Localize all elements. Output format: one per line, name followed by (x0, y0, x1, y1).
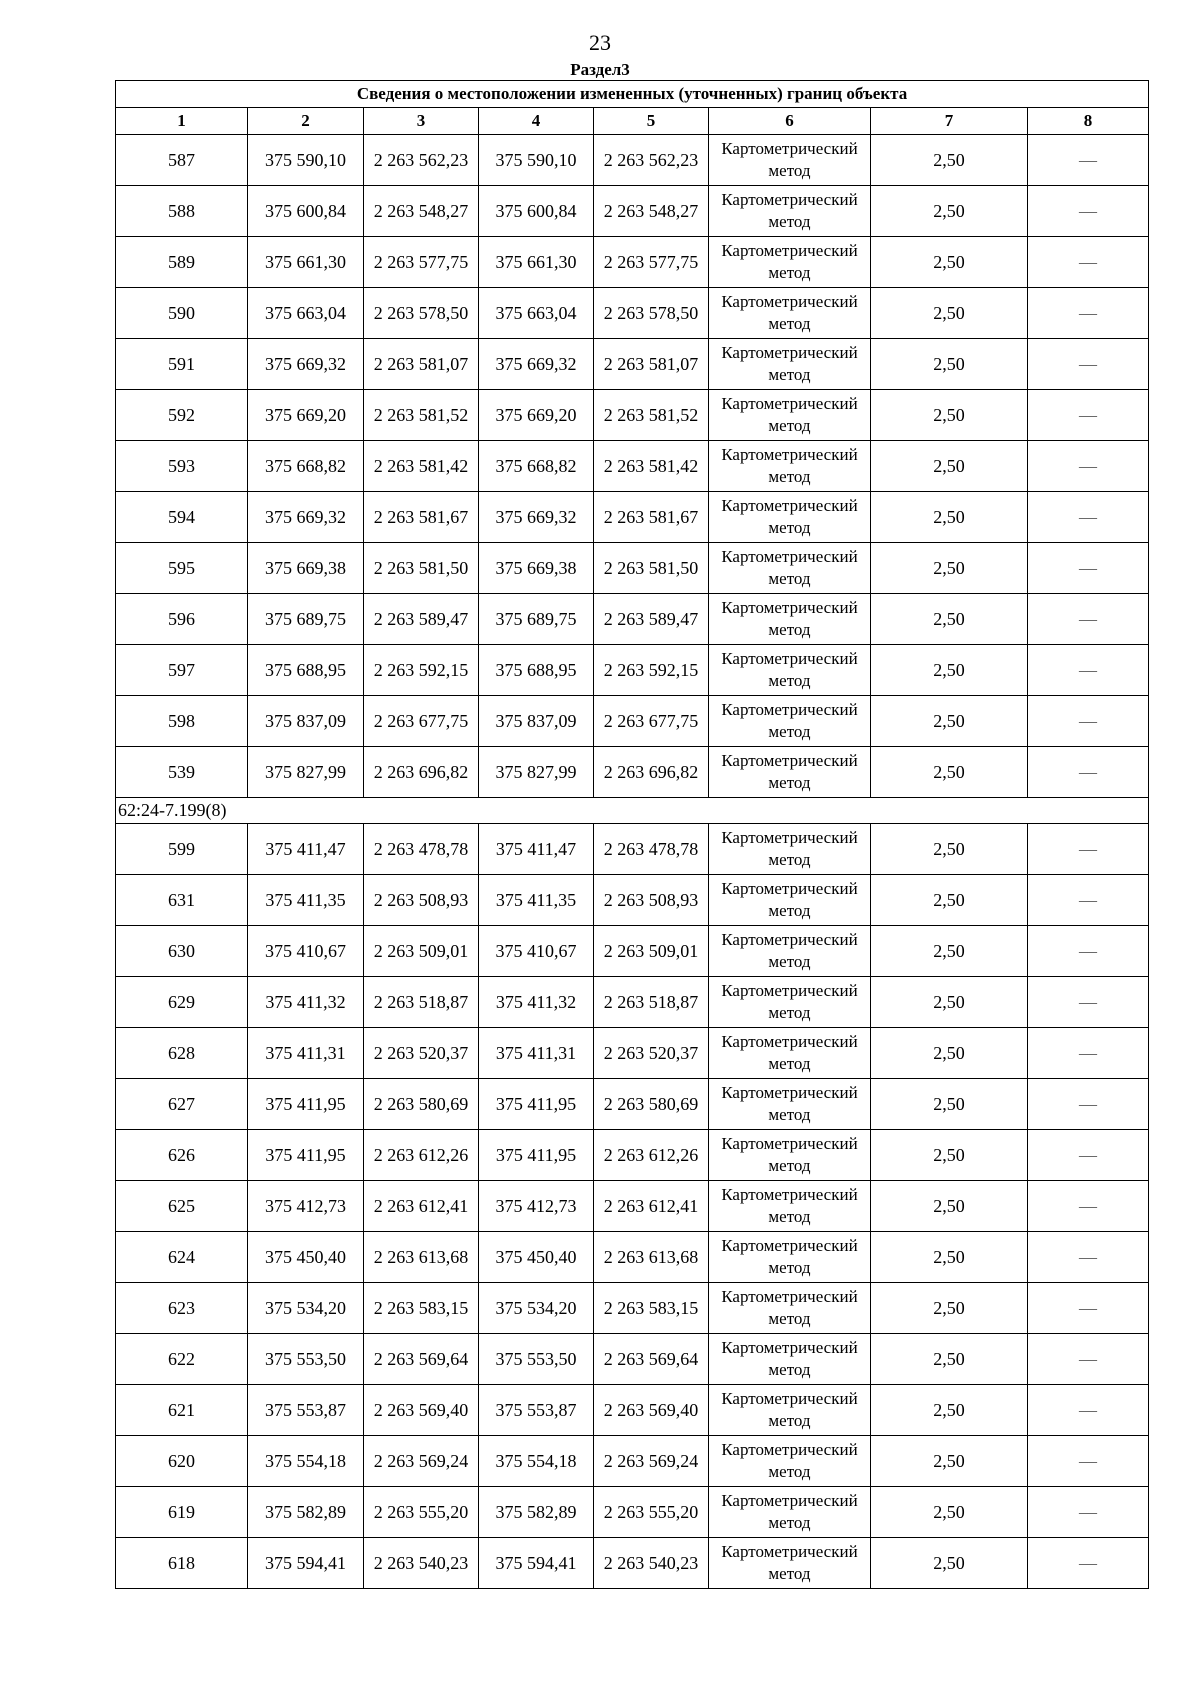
cell-precision: 2,50 (871, 135, 1028, 186)
cell-x-existing: 375 411,95 (248, 1130, 364, 1181)
cell-x-new: 375 582,89 (479, 1487, 594, 1538)
cell-y-new: 2 263 569,40 (594, 1385, 709, 1436)
table-row (116, 135, 1149, 186)
cell-point-number: 596 (116, 594, 248, 645)
cell-x-existing: 375 411,35 (248, 875, 364, 926)
cell-description: — (1028, 339, 1149, 390)
table-row (116, 645, 1149, 696)
cell-y-new: 2 263 677,75 (594, 696, 709, 747)
cell-method: Картометрический метод (709, 696, 871, 747)
cell-precision: 2,50 (871, 1181, 1028, 1232)
cell-precision: 2,50 (871, 1334, 1028, 1385)
cell-precision: 2,50 (871, 1130, 1028, 1181)
cell-y-existing: 2 263 580,69 (364, 1079, 479, 1130)
cell-x-new: 375 450,40 (479, 1232, 594, 1283)
cell-description: — (1028, 926, 1149, 977)
cell-x-existing: 375 554,18 (248, 1436, 364, 1487)
cell-description: — (1028, 1436, 1149, 1487)
cell-description: — (1028, 1487, 1149, 1538)
cell-precision: 2,50 (871, 696, 1028, 747)
column-number-8: 8 (1028, 108, 1149, 135)
cell-x-existing: 375 689,75 (248, 594, 364, 645)
cell-y-existing: 2 263 589,47 (364, 594, 479, 645)
cell-y-existing: 2 263 577,75 (364, 237, 479, 288)
cell-x-new: 375 411,95 (479, 1079, 594, 1130)
cell-point-number: 626 (116, 1130, 248, 1181)
cell-method: Картометрический метод (709, 543, 871, 594)
cell-x-new: 375 410,67 (479, 926, 594, 977)
cell-y-new: 2 263 580,69 (594, 1079, 709, 1130)
cell-y-existing: 2 263 578,50 (364, 288, 479, 339)
cell-x-new: 375 534,20 (479, 1283, 594, 1334)
cell-precision: 2,50 (871, 543, 1028, 594)
cell-x-new: 375 554,18 (479, 1436, 594, 1487)
cell-point-number: 622 (116, 1334, 248, 1385)
page-number: 23 (589, 30, 611, 55)
cell-x-new: 375 669,20 (479, 390, 594, 441)
cell-y-existing: 2 263 478,78 (364, 824, 479, 875)
cell-x-new: 375 688,95 (479, 645, 594, 696)
cell-description: — (1028, 186, 1149, 237)
cell-method: Картометрический метод (709, 1079, 871, 1130)
cell-point-number: 593 (116, 441, 248, 492)
table-row (116, 441, 1149, 492)
cell-point-number: 625 (116, 1181, 248, 1232)
cell-description: — (1028, 1232, 1149, 1283)
cell-x-existing: 375 450,40 (248, 1232, 364, 1283)
column-number-7: 7 (871, 108, 1028, 135)
table-row (116, 1079, 1149, 1130)
cell-x-new: 375 600,84 (479, 186, 594, 237)
column-number-2: 2 (248, 108, 364, 135)
cell-x-existing: 375 669,38 (248, 543, 364, 594)
cell-x-new: 375 411,31 (479, 1028, 594, 1079)
column-number-3: 3 (364, 108, 479, 135)
table-row (116, 1538, 1149, 1589)
cell-description: — (1028, 696, 1149, 747)
cell-x-new: 375 668,82 (479, 441, 594, 492)
cell-description: — (1028, 1079, 1149, 1130)
cell-x-existing: 375 663,04 (248, 288, 364, 339)
table-row (116, 747, 1149, 798)
cell-y-existing: 2 263 612,26 (364, 1130, 479, 1181)
cell-point-number: 628 (116, 1028, 248, 1079)
cell-description: — (1028, 390, 1149, 441)
cell-point-number: 595 (116, 543, 248, 594)
cell-x-existing: 375 553,50 (248, 1334, 364, 1385)
table-row (116, 926, 1149, 977)
cell-precision: 2,50 (871, 824, 1028, 875)
cell-method: Картометрический метод (709, 1283, 871, 1334)
cell-method: Картометрический метод (709, 875, 871, 926)
cell-method: Картометрический метод (709, 1487, 871, 1538)
cell-y-existing: 2 263 696,82 (364, 747, 479, 798)
cell-x-new: 375 411,95 (479, 1130, 594, 1181)
cell-y-existing: 2 263 569,24 (364, 1436, 479, 1487)
cell-x-new: 375 411,32 (479, 977, 594, 1028)
cell-description: — (1028, 237, 1149, 288)
cell-x-existing: 375 688,95 (248, 645, 364, 696)
cell-x-new: 375 412,73 (479, 1181, 594, 1232)
table-row (116, 1487, 1149, 1538)
parcel-group-row (116, 798, 1149, 824)
cell-method: Картометрический метод (709, 1028, 871, 1079)
cell-precision: 2,50 (871, 1079, 1028, 1130)
cell-y-existing: 2 263 555,20 (364, 1487, 479, 1538)
table-row (116, 492, 1149, 543)
cell-x-new: 375 669,32 (479, 339, 594, 390)
cell-method: Картометрический метод (709, 977, 871, 1028)
cell-y-new: 2 263 581,07 (594, 339, 709, 390)
table-row (116, 543, 1149, 594)
table-row (116, 186, 1149, 237)
cell-point-number: 618 (116, 1538, 248, 1589)
cell-y-new: 2 263 612,41 (594, 1181, 709, 1232)
cell-point-number: 624 (116, 1232, 248, 1283)
table-row (116, 1130, 1149, 1181)
cell-precision: 2,50 (871, 1283, 1028, 1334)
table-row (116, 594, 1149, 645)
cell-y-existing: 2 263 520,37 (364, 1028, 479, 1079)
cell-y-new: 2 263 592,15 (594, 645, 709, 696)
cell-point-number: 630 (116, 926, 248, 977)
cell-point-number: 621 (116, 1385, 248, 1436)
cell-point-number: 597 (116, 645, 248, 696)
cell-y-existing: 2 263 508,93 (364, 875, 479, 926)
cell-y-existing: 2 263 581,52 (364, 390, 479, 441)
cell-y-existing: 2 263 592,15 (364, 645, 479, 696)
cell-x-new: 375 663,04 (479, 288, 594, 339)
section-title: Раздел3 (570, 60, 630, 79)
cell-description: — (1028, 1130, 1149, 1181)
cell-x-existing: 375 411,47 (248, 824, 364, 875)
cell-y-new: 2 263 520,37 (594, 1028, 709, 1079)
cell-x-existing: 375 590,10 (248, 135, 364, 186)
cell-y-existing: 2 263 509,01 (364, 926, 479, 977)
cell-method: Картометрический метод (709, 186, 871, 237)
table-row (116, 824, 1149, 875)
cell-point-number: 627 (116, 1079, 248, 1130)
cell-method: Картометрический метод (709, 441, 871, 492)
cell-description: — (1028, 747, 1149, 798)
cell-description: — (1028, 288, 1149, 339)
cell-method: Картометрический метод (709, 339, 871, 390)
cell-x-existing: 375 534,20 (248, 1283, 364, 1334)
cell-y-new: 2 263 569,64 (594, 1334, 709, 1385)
cell-method: Картометрический метод (709, 594, 871, 645)
cell-y-new: 2 263 540,23 (594, 1538, 709, 1589)
cell-y-new: 2 263 581,52 (594, 390, 709, 441)
cell-point-number: 623 (116, 1283, 248, 1334)
cell-y-new: 2 263 581,42 (594, 441, 709, 492)
cell-method: Картометрический метод (709, 1436, 871, 1487)
cell-y-existing: 2 263 612,41 (364, 1181, 479, 1232)
cell-y-new: 2 263 581,50 (594, 543, 709, 594)
cell-x-existing: 375 600,84 (248, 186, 364, 237)
cell-x-existing: 375 669,32 (248, 339, 364, 390)
column-number-4: 4 (479, 108, 594, 135)
table-row (116, 1181, 1149, 1232)
cell-point-number: 594 (116, 492, 248, 543)
cell-precision: 2,50 (871, 875, 1028, 926)
cell-description: — (1028, 135, 1149, 186)
cell-precision: 2,50 (871, 492, 1028, 543)
cell-description: — (1028, 594, 1149, 645)
cell-method: Картометрический метод (709, 492, 871, 543)
cell-point-number: 619 (116, 1487, 248, 1538)
cell-x-new: 375 590,10 (479, 135, 594, 186)
cell-description: — (1028, 1334, 1149, 1385)
cell-precision: 2,50 (871, 339, 1028, 390)
cell-x-new: 375 594,41 (479, 1538, 594, 1589)
cell-x-existing: 375 837,09 (248, 696, 364, 747)
table-row (116, 1385, 1149, 1436)
cell-point-number: 587 (116, 135, 248, 186)
cell-method: Картометрический метод (709, 1538, 871, 1589)
cell-x-existing: 375 553,87 (248, 1385, 364, 1436)
cell-precision: 2,50 (871, 1232, 1028, 1283)
cell-y-new: 2 263 518,87 (594, 977, 709, 1028)
cell-y-existing: 2 263 562,23 (364, 135, 479, 186)
cell-description: — (1028, 1283, 1149, 1334)
cell-y-new: 2 263 508,93 (594, 875, 709, 926)
table-row (116, 1436, 1149, 1487)
cell-x-new: 375 411,47 (479, 824, 594, 875)
cell-description: — (1028, 492, 1149, 543)
cell-y-new: 2 263 581,67 (594, 492, 709, 543)
cell-description: — (1028, 1385, 1149, 1436)
cell-description: — (1028, 543, 1149, 594)
table-row (116, 339, 1149, 390)
cell-y-new: 2 263 578,50 (594, 288, 709, 339)
cell-point-number: 620 (116, 1436, 248, 1487)
cell-y-new: 2 263 577,75 (594, 237, 709, 288)
cell-y-existing: 2 263 581,07 (364, 339, 479, 390)
cell-precision: 2,50 (871, 977, 1028, 1028)
table-row (116, 696, 1149, 747)
cell-description: — (1028, 441, 1149, 492)
table-caption: Сведения о местоположении измененных (уточненных) границ объекта (116, 81, 1149, 108)
parcel-group-label: 62:24-7.199(8) (116, 798, 1149, 824)
cell-method: Картометрический метод (709, 1130, 871, 1181)
table-row (116, 1232, 1149, 1283)
cell-method: Картометрический метод (709, 288, 871, 339)
cell-x-new: 375 669,38 (479, 543, 594, 594)
cell-x-existing: 375 594,41 (248, 1538, 364, 1589)
cell-method: Картометрический метод (709, 1181, 871, 1232)
cell-x-new: 375 661,30 (479, 237, 594, 288)
cell-y-new: 2 263 583,15 (594, 1283, 709, 1334)
cell-precision: 2,50 (871, 594, 1028, 645)
cell-method: Картометрический метод (709, 135, 871, 186)
cell-x-existing: 375 411,95 (248, 1079, 364, 1130)
cell-y-existing: 2 263 548,27 (364, 186, 479, 237)
cell-point-number: 591 (116, 339, 248, 390)
cell-precision: 2,50 (871, 1538, 1028, 1589)
table-row (116, 977, 1149, 1028)
cell-x-existing: 375 410,67 (248, 926, 364, 977)
cell-x-existing: 375 668,82 (248, 441, 364, 492)
cell-method: Картометрический метод (709, 926, 871, 977)
cell-precision: 2,50 (871, 441, 1028, 492)
cell-point-number: 588 (116, 186, 248, 237)
cell-precision: 2,50 (871, 237, 1028, 288)
cell-x-new: 375 411,35 (479, 875, 594, 926)
cell-y-new: 2 263 569,24 (594, 1436, 709, 1487)
cell-method: Картометрический метод (709, 824, 871, 875)
cell-y-new: 2 263 613,68 (594, 1232, 709, 1283)
table-row (116, 1283, 1149, 1334)
cell-x-existing: 375 411,31 (248, 1028, 364, 1079)
cell-method: Картометрический метод (709, 1232, 871, 1283)
cell-y-existing: 2 263 569,40 (364, 1385, 479, 1436)
cell-x-new: 375 669,32 (479, 492, 594, 543)
cell-y-existing: 2 263 569,64 (364, 1334, 479, 1385)
table-row (116, 875, 1149, 926)
cell-precision: 2,50 (871, 1487, 1028, 1538)
cell-point-number: 590 (116, 288, 248, 339)
cell-precision: 2,50 (871, 186, 1028, 237)
cell-description: — (1028, 1028, 1149, 1079)
cell-point-number: 539 (116, 747, 248, 798)
cell-y-existing: 2 263 581,50 (364, 543, 479, 594)
cell-x-existing: 375 661,30 (248, 237, 364, 288)
boundary-coordinates-table (115, 80, 1149, 1589)
cell-x-existing: 375 582,89 (248, 1487, 364, 1538)
cell-y-existing: 2 263 581,42 (364, 441, 479, 492)
cell-y-new: 2 263 548,27 (594, 186, 709, 237)
cell-y-new: 2 263 509,01 (594, 926, 709, 977)
cell-point-number: 629 (116, 977, 248, 1028)
cell-x-new: 375 827,99 (479, 747, 594, 798)
cell-point-number: 589 (116, 237, 248, 288)
cell-method: Картометрический метод (709, 1334, 871, 1385)
cell-description: — (1028, 875, 1149, 926)
column-number-5: 5 (594, 108, 709, 135)
cell-precision: 2,50 (871, 645, 1028, 696)
cell-method: Картометрический метод (709, 747, 871, 798)
cell-precision: 2,50 (871, 926, 1028, 977)
cell-method: Картометрический метод (709, 1385, 871, 1436)
cell-x-new: 375 689,75 (479, 594, 594, 645)
cell-y-existing: 2 263 581,67 (364, 492, 479, 543)
cell-point-number: 598 (116, 696, 248, 747)
cell-precision: 2,50 (871, 288, 1028, 339)
cell-y-new: 2 263 478,78 (594, 824, 709, 875)
cell-x-existing: 375 412,73 (248, 1181, 364, 1232)
cell-y-existing: 2 263 677,75 (364, 696, 479, 747)
cell-description: — (1028, 1181, 1149, 1232)
table-row (116, 288, 1149, 339)
cell-y-existing: 2 263 540,23 (364, 1538, 479, 1589)
column-number-row (116, 108, 1149, 135)
table-row (116, 390, 1149, 441)
cell-description: — (1028, 1538, 1149, 1589)
cell-point-number: 592 (116, 390, 248, 441)
cell-y-existing: 2 263 613,68 (364, 1232, 479, 1283)
cell-precision: 2,50 (871, 1385, 1028, 1436)
cell-x-existing: 375 669,32 (248, 492, 364, 543)
cell-method: Картометрический метод (709, 237, 871, 288)
table-row (116, 1028, 1149, 1079)
cell-y-new: 2 263 555,20 (594, 1487, 709, 1538)
cell-y-new: 2 263 589,47 (594, 594, 709, 645)
cell-description: — (1028, 645, 1149, 696)
cell-method: Картометрический метод (709, 390, 871, 441)
cell-y-existing: 2 263 583,15 (364, 1283, 479, 1334)
cell-precision: 2,50 (871, 390, 1028, 441)
table-row (116, 1334, 1149, 1385)
cell-precision: 2,50 (871, 1028, 1028, 1079)
cell-point-number: 599 (116, 824, 248, 875)
cell-precision: 2,50 (871, 747, 1028, 798)
cell-precision: 2,50 (871, 1436, 1028, 1487)
cell-description: — (1028, 977, 1149, 1028)
cell-y-new: 2 263 696,82 (594, 747, 709, 798)
cell-y-new: 2 263 612,26 (594, 1130, 709, 1181)
cell-x-existing: 375 669,20 (248, 390, 364, 441)
cell-method: Картометрический метод (709, 645, 871, 696)
table-row (116, 237, 1149, 288)
cell-x-existing: 375 411,32 (248, 977, 364, 1028)
cell-y-new: 2 263 562,23 (594, 135, 709, 186)
table-caption-row (116, 81, 1149, 108)
cell-description: — (1028, 824, 1149, 875)
cell-y-existing: 2 263 518,87 (364, 977, 479, 1028)
column-number-6: 6 (709, 108, 871, 135)
cell-point-number: 631 (116, 875, 248, 926)
cell-x-new: 375 553,50 (479, 1334, 594, 1385)
cell-x-new: 375 837,09 (479, 696, 594, 747)
cell-x-new: 375 553,87 (479, 1385, 594, 1436)
column-number-1: 1 (116, 108, 248, 135)
cell-x-existing: 375 827,99 (248, 747, 364, 798)
